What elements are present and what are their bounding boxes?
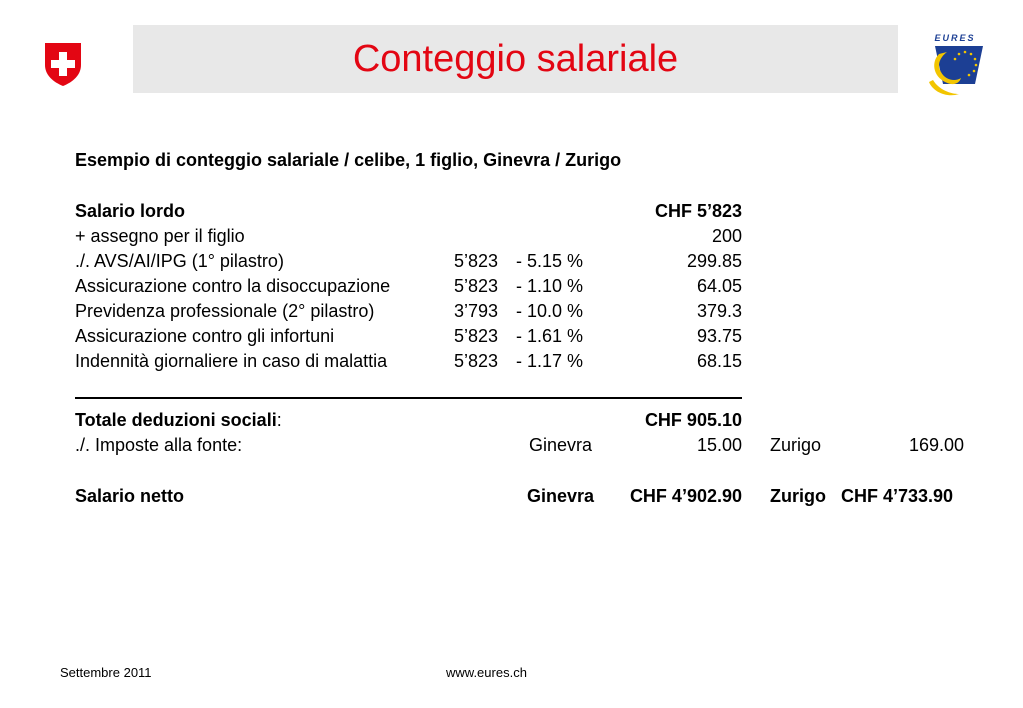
total-deductions-label: Totale deduzioni sociali: [75, 410, 277, 430]
total-deductions-colon: :: [276, 410, 282, 430]
gross-salary-value: CHF 5’823: [654, 201, 742, 221]
deduction-label: Assicurazione contro gli infortuni: [75, 326, 335, 346]
eures-logo-icon: [925, 32, 985, 100]
gross-salary-label: Salario lordo: [75, 201, 186, 221]
deduction-rate: - 1.10 %: [516, 276, 584, 296]
deduction-label: Assicurazione contro la disoccupazione: [75, 276, 391, 296]
footer-date: Settembre 2011: [60, 665, 152, 680]
swiss-cross-icon: [43, 41, 83, 87]
deduction-base: 5’823: [454, 251, 499, 271]
child-allowance-row: [75, 224, 742, 249]
withholding-tax-city-zurich: Zurigo: [770, 435, 822, 455]
total-deductions-value: CHF 905.10: [644, 410, 742, 430]
deduction-value: 68.15: [696, 351, 742, 371]
deduction-base: 5’823: [454, 326, 499, 346]
deduction-rate: - 5.15 %: [516, 251, 584, 271]
deduction-base: 3’793: [454, 301, 499, 321]
deduction-rate: - 10.0 %: [516, 301, 584, 321]
title-bar: [133, 25, 898, 93]
page-title: Conteggio salariale: [352, 38, 679, 80]
deduction-value: 93.75: [696, 326, 742, 346]
deduction-row: [75, 324, 742, 349]
deduction-rate: - 1.61 %: [516, 326, 584, 346]
deduction-value: 64.05: [696, 276, 742, 296]
deduction-rate: - 1.17 %: [516, 351, 584, 371]
subtitle: Esempio di conteggio salariale / celibe, 1 figlio, Ginevra / Zurigo: [75, 150, 622, 170]
net-salary-city-geneva: Ginevra: [526, 486, 594, 506]
gross-salary-row: [75, 199, 742, 224]
withholding-tax-value-geneva: 15.00: [696, 435, 742, 455]
footer-url: www.eures.ch: [446, 665, 527, 680]
net-salary-city-zurich: Zurigo: [770, 486, 826, 506]
deduction-base: 5’823: [454, 351, 499, 371]
deduction-base: 5’823: [454, 276, 499, 296]
total-deductions-row: [75, 408, 742, 433]
eures-logo-label: EURES: [934, 33, 976, 43]
deduction-value: 379.3: [696, 301, 742, 321]
deduction-row: [75, 299, 742, 324]
withholding-tax-row: [75, 433, 975, 458]
net-salary-value-zurich: CHF 4’733.90: [841, 486, 954, 506]
deduction-label: Previdenza professionale (2° pilastro): [75, 301, 375, 321]
total-divider: [75, 397, 742, 399]
net-salary-label: Salario netto: [75, 486, 185, 506]
deduction-label: ./. AVS/AI/IPG (1° pilastro): [75, 251, 284, 271]
net-salary-row: [75, 484, 975, 509]
deduction-value: 299.85: [686, 251, 742, 271]
withholding-tax-value-zurich: 169.00: [908, 435, 964, 455]
withholding-tax-label: ./. Imposte alla fonte:: [75, 435, 243, 455]
net-salary-value-geneva: CHF 4’902.90: [629, 486, 742, 506]
deduction-row: [75, 274, 742, 299]
deduction-label: Indennità giornaliere in caso di malattia: [75, 351, 388, 371]
deduction-row: [75, 249, 742, 274]
child-allowance-label: + assegno per il figlio: [75, 226, 245, 246]
withholding-tax-city-geneva: Ginevra: [528, 435, 592, 455]
child-allowance-value: 200: [711, 226, 742, 246]
deduction-row: [75, 349, 742, 374]
